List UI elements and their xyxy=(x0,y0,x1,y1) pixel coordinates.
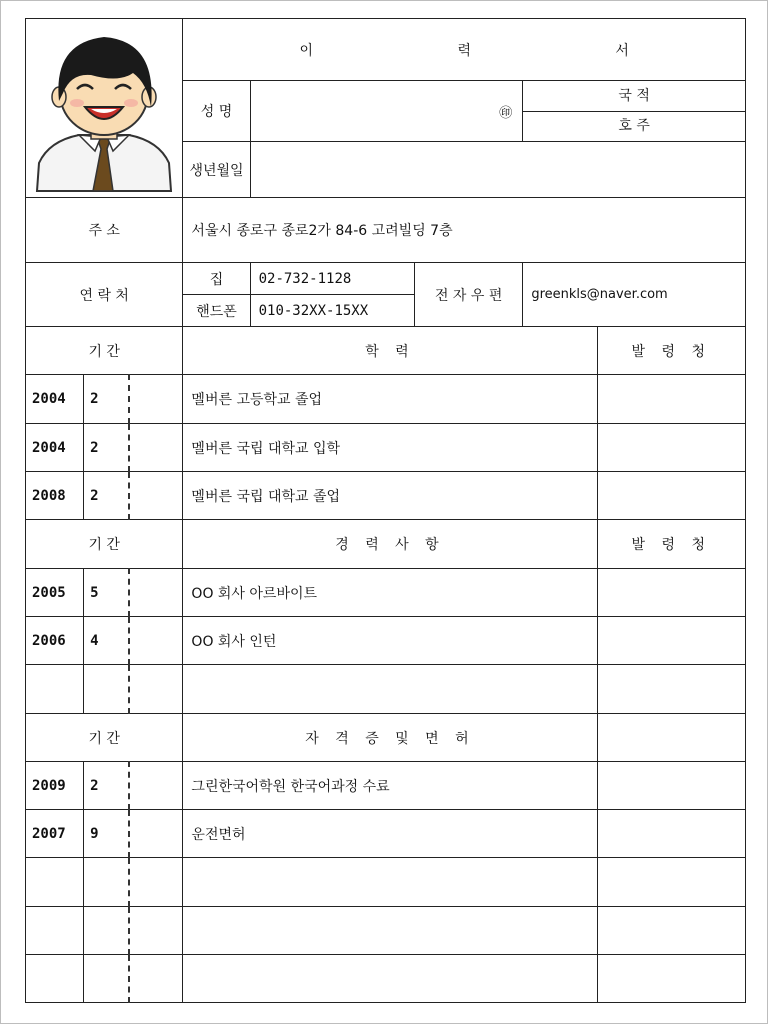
license-month xyxy=(84,955,129,1003)
mobile-phone-value: 010-32XX-15XX xyxy=(250,295,414,327)
edu-issuer xyxy=(597,375,746,424)
license-issuer-header xyxy=(597,714,746,762)
photo-cell xyxy=(26,19,183,198)
registry-label: 호 주 xyxy=(618,118,650,134)
table-row xyxy=(26,569,746,617)
edu-day xyxy=(129,424,183,472)
name-label: 성 명 xyxy=(183,81,250,142)
edu-year: 2004 xyxy=(26,375,84,424)
license-month: 2 xyxy=(84,762,129,810)
career-desc xyxy=(183,665,597,714)
career-year xyxy=(26,665,84,714)
education-period-header: 기 간 xyxy=(26,327,183,375)
name-field[interactable] xyxy=(250,81,523,142)
table-row xyxy=(26,472,746,520)
license-year: 2007 xyxy=(26,810,84,858)
edu-month: 2 xyxy=(84,424,129,472)
license-day xyxy=(129,762,183,810)
career-year: 2006 xyxy=(26,617,84,665)
resume-title: 이 력 서 xyxy=(183,19,746,81)
license-issuer xyxy=(597,858,746,907)
license-year xyxy=(26,907,84,955)
license-day xyxy=(129,858,183,907)
license-issuer xyxy=(597,762,746,810)
address-value: 서울시 종로구 종로2가 84-6 고려빌딩 7층 xyxy=(183,198,746,263)
license-month xyxy=(84,858,129,907)
edu-desc: 멜버른 고등학교 졸업 xyxy=(183,375,597,424)
seal-mark: ㊞ xyxy=(499,105,513,121)
home-phone-value: 02-732-1128 xyxy=(250,263,414,295)
edu-month: 2 xyxy=(84,375,129,424)
edu-issuer xyxy=(597,424,746,472)
career-desc: OO 회사 아르바이트 xyxy=(183,569,597,617)
table-row xyxy=(26,955,746,1003)
license-month xyxy=(84,907,129,955)
career-issuer xyxy=(597,617,746,665)
career-day xyxy=(129,665,183,714)
license-desc: 그린한국어학원 한국어과정 수료 xyxy=(183,762,597,810)
edu-issuer xyxy=(597,472,746,520)
table-row xyxy=(26,424,746,472)
contact-label: 연 락 처 xyxy=(26,263,183,327)
nationality-label: 국 적 xyxy=(523,81,745,112)
license-year xyxy=(26,955,84,1003)
career-desc: OO 회사 인턴 xyxy=(183,617,597,665)
license-day xyxy=(129,907,183,955)
birth-label: 생년월일 xyxy=(183,142,250,198)
table-row xyxy=(26,617,746,665)
career-day xyxy=(129,617,183,665)
license-header: 자 격 증 및 면 허 xyxy=(183,714,597,762)
edu-desc: 멜버른 국립 대학교 입학 xyxy=(183,424,597,472)
table-row xyxy=(26,665,746,714)
license-day xyxy=(129,810,183,858)
email-value: greenkls@naver.com xyxy=(523,263,746,327)
edu-year: 2008 xyxy=(26,472,84,520)
career-issuer xyxy=(597,569,746,617)
table-row xyxy=(26,907,746,955)
license-issuer xyxy=(597,907,746,955)
education-header: 학 력 xyxy=(183,327,597,375)
edu-desc: 멜버른 국립 대학교 졸업 xyxy=(183,472,597,520)
license-issuer xyxy=(597,955,746,1003)
edu-month: 2 xyxy=(84,472,129,520)
license-month: 9 xyxy=(84,810,129,858)
education-issuer-header: 발 령 청 xyxy=(597,327,746,375)
resume-table xyxy=(25,18,746,1003)
edu-day xyxy=(129,375,183,424)
home-phone-label: 집 xyxy=(183,263,250,295)
license-year xyxy=(26,858,84,907)
table-row xyxy=(26,858,746,907)
license-desc xyxy=(183,858,597,907)
table-row xyxy=(26,762,746,810)
nationality-registry-cell xyxy=(523,81,746,142)
birth-field[interactable] xyxy=(250,142,745,198)
career-issuer-header: 발 령 청 xyxy=(597,520,746,569)
career-month: 4 xyxy=(84,617,129,665)
edu-year: 2004 xyxy=(26,424,84,472)
career-header: 경 력 사 항 xyxy=(183,520,597,569)
license-year: 2009 xyxy=(26,762,84,810)
edu-day xyxy=(129,472,183,520)
career-month xyxy=(84,665,129,714)
profile-photo-icon xyxy=(29,23,179,193)
license-desc xyxy=(183,907,597,955)
license-period-header: 기 간 xyxy=(26,714,183,762)
career-issuer xyxy=(597,665,746,714)
table-row xyxy=(26,375,746,424)
career-period-header: 기 간 xyxy=(26,520,183,569)
email-label: 전 자 우 편 xyxy=(415,263,523,327)
license-issuer xyxy=(597,810,746,858)
career-month: 5 xyxy=(84,569,129,617)
address-label: 주 소 xyxy=(26,198,183,263)
license-day xyxy=(129,955,183,1003)
table-row xyxy=(26,810,746,858)
license-desc xyxy=(183,955,597,1003)
career-day xyxy=(129,569,183,617)
career-year: 2005 xyxy=(26,569,84,617)
mobile-phone-label: 핸드폰 xyxy=(183,295,250,327)
license-desc: 운전면허 xyxy=(183,810,597,858)
